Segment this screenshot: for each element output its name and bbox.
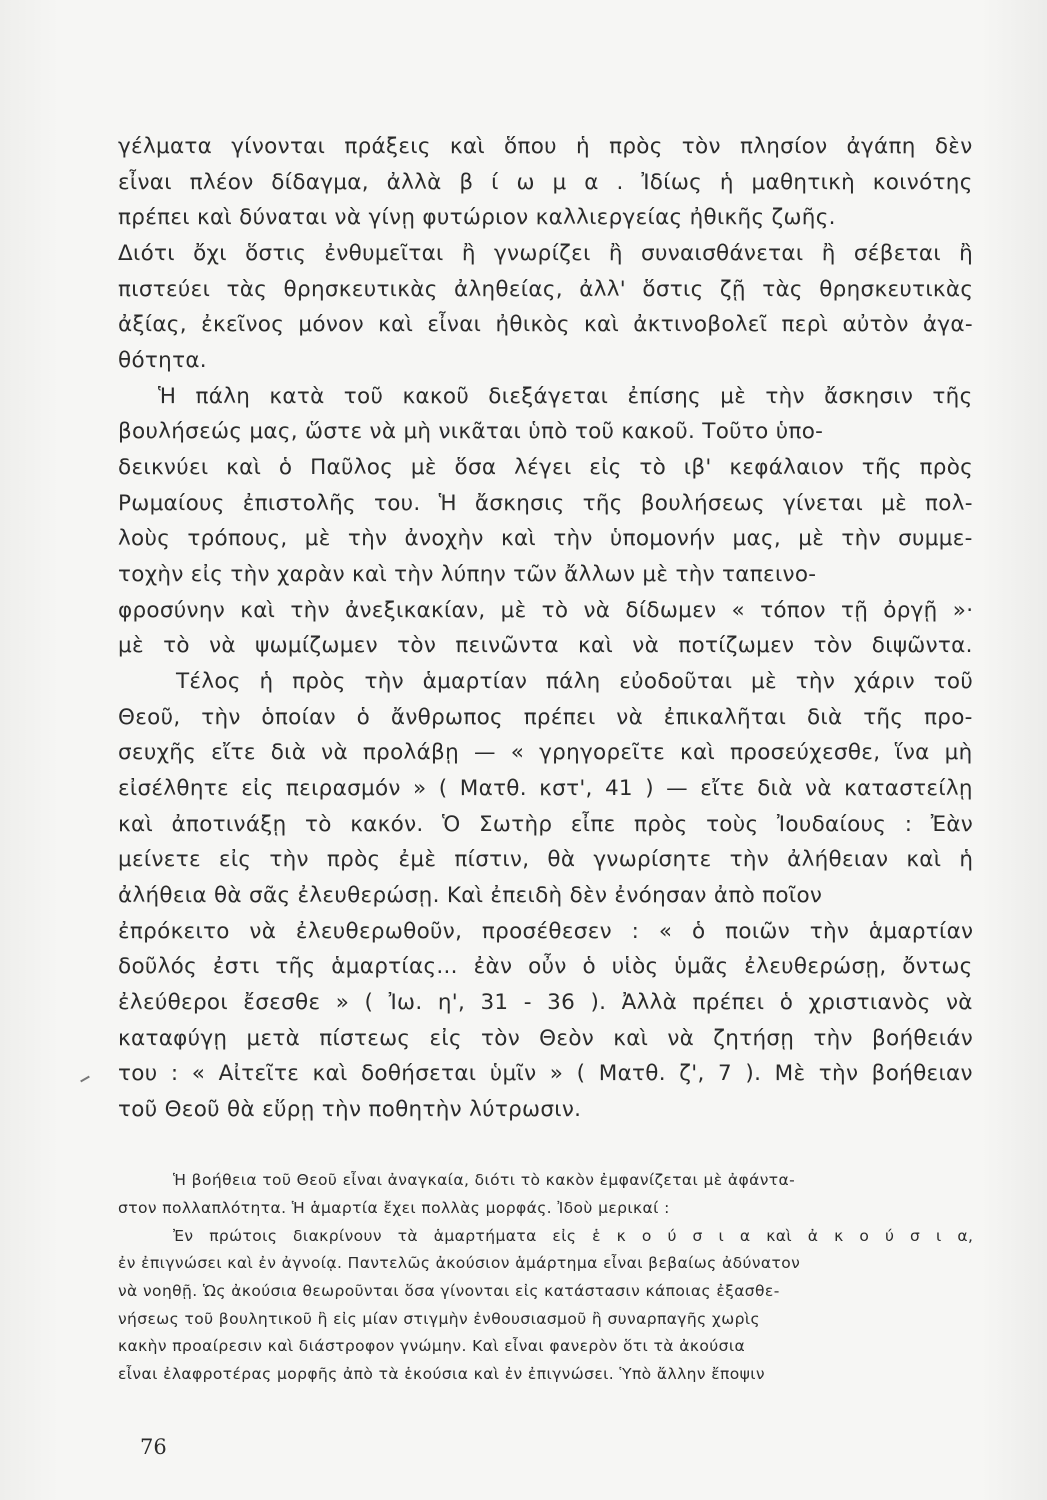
text-line: πρέπει καὶ δύναται νὰ γίνῃ φυτώριον καλλιεργείας ἠθικῆς ζωῆς. (118, 205, 836, 230)
footer-line: Ἡ βοήθεια τοῦ Θεοῦ εἶναι ἀναγκαία, διότι τὸ κακὸν ἐμφανίζεται μὲ ἀφάντα- (173, 1171, 796, 1189)
text-line: ἀλήθεια θὰ σᾶς ἐλευθερώσῃ. Καὶ ἐπειδὴ δὲν ἐνόησαν ἀπὸ ποῖον (118, 883, 823, 908)
text-line: καταφύγῃ μετὰ πίστεως εἰς τὸν Θεὸν καὶ νὰ ζητήσῃ τὴν βοήθειάν (118, 1026, 974, 1051)
text-line: Τέλος ἡ πρὸς τὴν ἁμαρτίαν πάλη εὐοδοῦται μὲ τὴν χάριν τοῦ (176, 669, 974, 694)
text-line: δεικνύει καὶ ὁ Παῦλος μὲ ὅσα λέγει εἰς τὸ ιβ' κεφάλαιον τῆς πρὸς (118, 455, 974, 480)
text-line: ἀξίας, ἐκεῖνος μόνον καὶ εἶναι ἠθικὸς καὶ ἀκτινοβολεῖ περὶ αὐτὸν ἀγα- (118, 312, 973, 337)
text-line: καὶ ἀποτινάξῃ τὸ κακόν. Ὁ Σωτὴρ εἶπε πρὸς τοὺς Ἰουδαίους : Ἐὰν (118, 812, 974, 837)
text-line: εἰσέλθητε εἰς πειρασμόν » ( Ματθ. κστ', 41 ) — εἴτε διὰ νὰ καταστείλῃ (118, 776, 973, 801)
text-line: δοῦλός ἐστι τῆς ἁμαρτίας... ἐὰν οὖν ὁ υἱὸς ὑμᾶς ἐλευθερώσῃ, ὄντως (118, 954, 973, 979)
text-line: μείνετε εἰς τὴν πρὸς ἐμὲ πίστιν, θὰ γνωρίσητε τὴν ἀλήθειαν καὶ ἡ (118, 847, 974, 872)
text-line: ἐλεύθεροι ἔσεσθε » ( Ἰω. η', 31 - 36 ). Ἀλλὰ πρέπει ὁ χριστιανὸς νὰ (118, 990, 973, 1015)
text-line: γέλματα γίνονται πράξεις καὶ ὅπου ἡ πρὸς τὸν πλησίον ἀγάπη δὲν (118, 134, 973, 159)
text-line: τοχὴν εἰς τὴν χαρὰν καὶ τὴν λύπην τῶν ἄλλων μὲ τὴν ταπεινο- (118, 562, 817, 587)
footer-line: στον πολλαπλότητα. Ἡ ἁμαρτία ἔχει πολλὰς μορφάς. Ἰδοὺ μερικαί : (118, 1199, 670, 1217)
footer-line: νὰ νοηθῇ. Ὡς ἀκούσια θεωροῦνται ὅσα γίνονται εἰς κατάστασιν κάποιας ἐξασθε- (118, 1282, 780, 1300)
text-line: εἶναι πλέον δίδαγμα, ἀλλὰ β ί ω μ α . Ἰδίως ἡ μαθητικὴ κοινότης (118, 170, 973, 195)
text-line: πιστεύει τὰς θρησκευτικὰς ἀληθείας, ἀλλ' ὅστις ζῇ τὰς θρησκευτικὰς (118, 277, 974, 302)
text-line: σευχῆς εἴτε διὰ νὰ προλάβῃ — « γρηγορεῖτε καὶ προσεύχεσθε, ἵνα μὴ (118, 740, 973, 765)
text-line: Ρωμαίους ἐπιστολῆς του. Ἡ ἄσκησις τῆς βουλήσεως γίνεται μὲ πολ- (118, 491, 973, 516)
text-line: μὲ τὸ νὰ ψωμίζωμεν τὸν πεινῶντα καὶ νὰ ποτίζωμεν τὸν διψῶντα. (118, 633, 973, 658)
footer-line: ἐν ἐπιγνώσει καὶ ἐν ἀγνοίᾳ. Παντελῶς ἀκούσιον ἁμάρτημα εἶναι βεβαίως ἀδύνατον (118, 1254, 801, 1272)
text-line: βουλήσεώς μας, ὥστε νὰ μὴ νικᾶται ὑπὸ τοῦ κακοῦ. Τοῦτο ὑπο- (118, 419, 824, 444)
text-line: του : « Αἰτεῖτε καὶ δοθήσεται ὑμῖν » ( Ματθ. ζ', 7 ). Μὲ τὴν βοήθειαν (118, 1061, 973, 1086)
text-line: θότητα. (118, 348, 207, 373)
text-line: Ἡ πάλη κατὰ τοῦ κακοῦ διεξάγεται ἐπίσης μὲ τὴν ἄσκησιν τῆς (158, 384, 973, 409)
text-line: Διότι ὄχι ὅστις ἐνθυμεῖται ἢ γνωρίζει ἢ συναισθάνεται ἢ σέβεται ἢ (118, 241, 974, 266)
text-line: λοὺς τρόπους, μὲ τὴν ἀνοχὴν καὶ τὴν ὑπομονήν μας, μὲ τὴν συμμε- (118, 526, 973, 551)
margin-mark (80, 1076, 90, 1083)
footer-line: εἶναι ἐλαφροτέρας μορφῆς ἀπὸ τὰ ἑκούσια καὶ ἐν ἐπιγνώσει. Ὑπὸ ἄλλην ἔποψιν (118, 1365, 765, 1383)
page-number: 76 (140, 1435, 167, 1459)
footer-line: Ἐν πρώτοις διακρίνουν τὰ ἁμαρτήματα εἰς ἑ κ ο ύ σ ι α καὶ ἀ κ ο ύ σ ι α, (173, 1227, 974, 1245)
text-line: φροσύνην καὶ τὴν ἀνεξικακίαν, μὲ τὸ νὰ δίδωμεν « τόπον τῇ ὀργῇ »· (118, 598, 974, 623)
text-line: Θεοῦ, τὴν ὁποίαν ὁ ἄνθρωπος πρέπει νὰ ἐπικαλῆται διὰ τῆς προ- (118, 705, 973, 730)
text-line: τοῦ Θεοῦ θὰ εὕρῃ τὴν ποθητὴν λύτρωσιν. (118, 1097, 582, 1122)
footer-line: κακὴν προαίρεσιν καὶ διάστροφον γνώμην. Καὶ εἶναι φανερὸν ὅτι τὰ ἀκούσια (118, 1337, 746, 1355)
footer-line: νήσεως τοῦ βουλητικοῦ ἢ εἰς μίαν στιγμὴν ἐνθουσιασμοῦ ἢ συναρπαγῆς χωρὶς (118, 1310, 761, 1328)
text-line: ἐπρόκειτο νὰ ἐλευθερωθοῦν, προσέθεσεν : « ὁ ποιῶν τὴν ἁμαρτίαν (118, 919, 974, 944)
